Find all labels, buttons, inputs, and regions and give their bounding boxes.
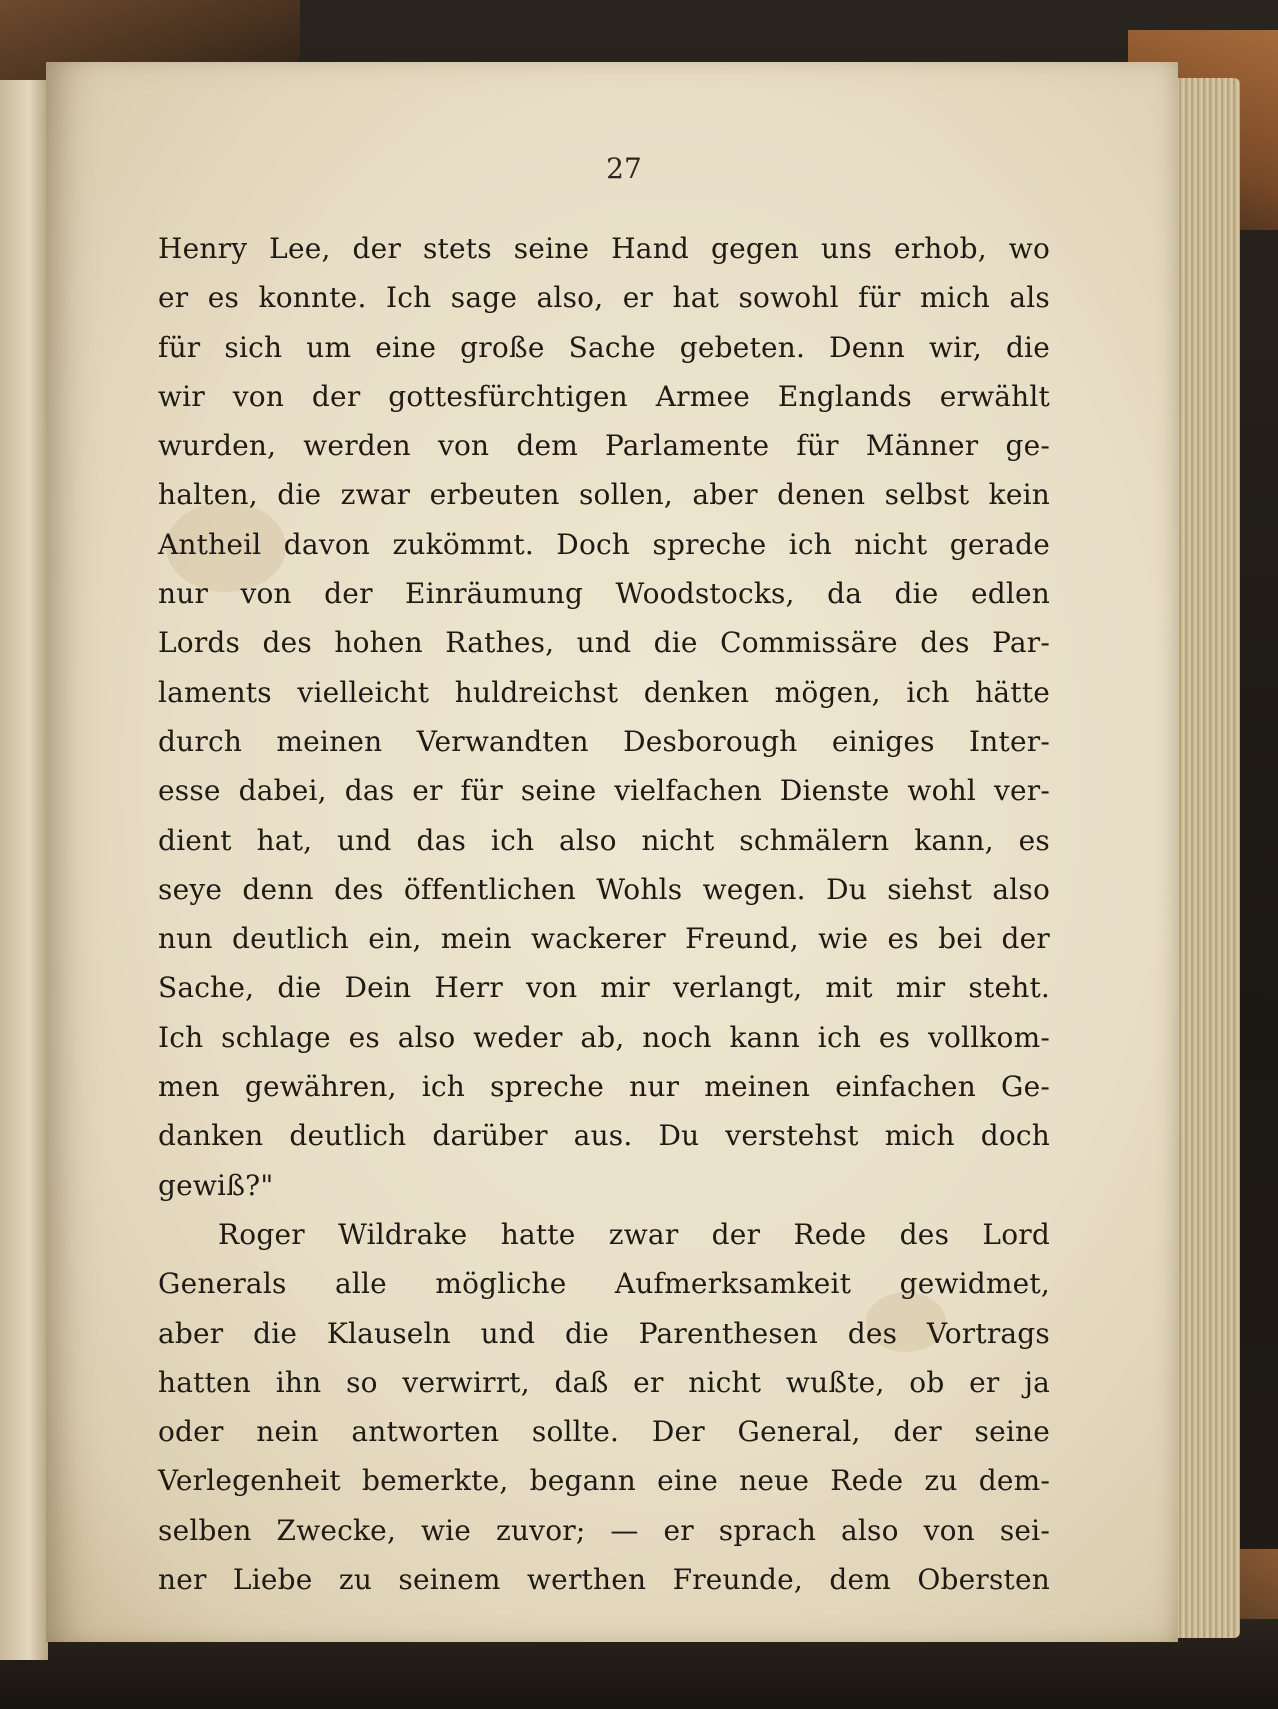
text-line: wir von der gottesfürchtigen Armee Englands erwählt: [158, 379, 1050, 413]
text-line: esse dabei, das er für seine vielfachen Dienste wohl ver-: [158, 774, 1050, 808]
page-number-text: 27: [606, 152, 642, 185]
text-line: Verlegenheit bemerkte, begann eine neue Rede zu dem-: [158, 1464, 1050, 1498]
text-block: [158, 224, 1050, 1604]
text-line: Lords des hohen Rathes, und die Commissäre des Par-: [158, 626, 1050, 660]
text-line: nun deutlich ein, mein wackerer Freund, wie es bei der: [158, 922, 1050, 956]
text-line: selben Zwecke, wie zuvor; — er sprach also von sei-: [158, 1513, 1050, 1547]
text-line: durch meinen Verwandten Desborough einiges Inter-: [158, 724, 1050, 758]
text-line: nur von der Einräumung Woodstocks, da die edlen: [158, 577, 1050, 611]
text-line: für sich um eine große Sache gebeten. Denn wir, die: [158, 330, 1050, 364]
page-fore-edge: [1170, 78, 1240, 1638]
text-line: halten, die zwar erbeuten sollen, aber denen selbst kein: [158, 478, 1050, 512]
previous-page-edge: [0, 80, 48, 1660]
text-line: Sache, die Dein Herr von mir verlangt, mit mir steht.: [158, 971, 1050, 1005]
text-line: aber die Klauseln und die Parenthesen des Vortrags: [158, 1316, 1050, 1350]
text-line: Generals alle mögliche Aufmerksamkeit gewidmet,: [158, 1267, 1050, 1301]
page-number: [46, 152, 1178, 185]
text-line: hatten ihn so verwirrt, daß er nicht wußte, ob er ja: [158, 1365, 1050, 1399]
text-line: gewiß?": [158, 1168, 274, 1202]
text-line: laments vielleicht huldreichst denken mögen, ich hätte: [158, 675, 1050, 709]
text-line: Henry Lee, der stets seine Hand gegen uns erhob, wo: [158, 232, 1050, 265]
text-line: Antheil davon zukömmt. Doch spreche ich nicht gerade: [158, 527, 1050, 561]
text-line: er es konnte. Ich sage also, er hat sowohl für mich als: [158, 281, 1050, 315]
book-page: [46, 62, 1178, 1642]
text-line: oder nein antworten sollte. Der General, der seine: [158, 1415, 1050, 1449]
text-line: danken deutlich darüber aus. Du verstehst mich doch: [158, 1119, 1050, 1153]
text-line: Ich schlage es also weder ab, noch kann ich es vollkom-: [158, 1020, 1050, 1054]
text-line: Roger Wildrake hatte zwar der Rede des Lord: [218, 1217, 1050, 1251]
text-line: seye denn des öffentlichen Wohls wegen. Du siehst also: [158, 872, 1050, 906]
text-line: men gewähren, ich spreche nur meinen einfachen Ge-: [158, 1070, 1050, 1104]
text-line: dient hat, und das ich also nicht schmälern kann, es: [158, 823, 1050, 857]
text-line: wurden, werden von dem Parlamente für Männer ge-: [158, 429, 1050, 463]
text-line: ner Liebe zu seinem werthen Freunde, dem Obersten: [158, 1563, 1050, 1597]
